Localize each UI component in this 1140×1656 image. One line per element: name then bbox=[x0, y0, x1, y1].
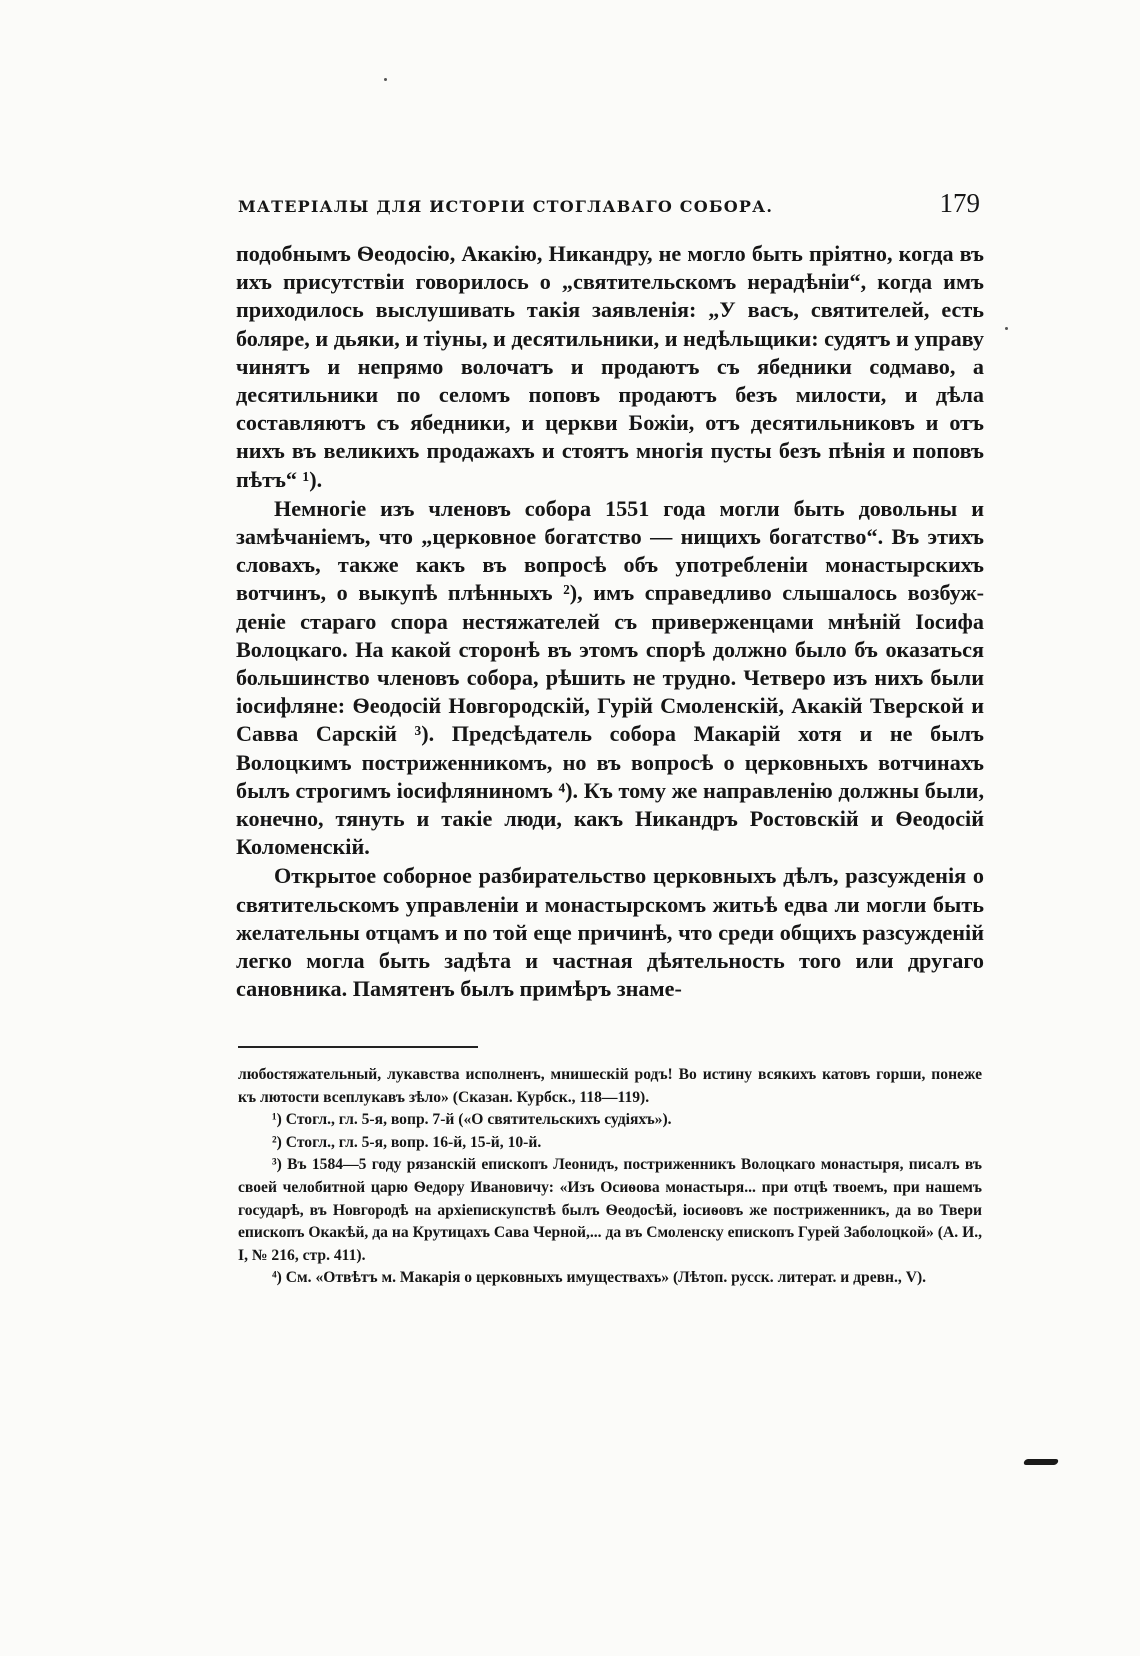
scan-speck bbox=[1005, 327, 1008, 330]
footnotes bbox=[238, 1064, 982, 1290]
paragraph: подобнымъ Ѳеодосію, Акакію, Никандру, не могло быть пріятно, когда въ ихъ присутствіи говорилось о „святительскомъ нерадѣніи“, когда имъ приходилось выслушивать такія заявленія: „У васъ, святителей, есть боляре, и дьяки, и тіуны, и десятильники, и недѣльщики: судятъ и управу чинятъ и непрямо волочатъ и продаютъ съ ябедники содмаво, а десятильники по селомъ поповъ продаютъ безъ милости, и дѣла составляютъ съ ябедники, и церкви Божіи, отъ десятильниковъ и отъ нихъ въ великихъ продажахъ и стоятъ многія пусты безъ пѣнія и поповъ пѣтъ“ ¹). bbox=[236, 241, 984, 492]
running-title: МАТЕРІАЛЫ ДЛЯ ИСТОРІИ СТОГЛАВАГО СОБОРА. bbox=[238, 197, 774, 216]
paragraph: Немногіе изъ членовъ собора 1551 года могли быть довольны и замѣчаніемъ, что „церковное богатство — нищихъ богатство“. Въ этихъ словахъ, также какъ въ вопросѣ объ употребленіи монастырскихъ вотчинъ, о выкупѣ плѣнныхъ ²), имъ справедливо слышалось возбужденіе стараго спора нестяжателей съ приверженцами мнѣній Іосифа Волоцкаго. На какой сторонѣ въ этомъ спорѣ должно было бъ оказаться большинство членовъ собора, рѣшить не трудно. Четверо изъ нихъ были іосифляне: Ѳеодосій Новгородскій, Гурій Смоленскій, Акакій Тверской и Савва Сарскій ³). Предсѣдатель собора Макарій хотя и не былъ Волоцкимъ постриженникомъ, но въ вопросѣ о церковныхъ вотчинахъ былъ строгимъ іосифляниномъ ⁴). Къ тому же направленію должны были, конечно, тянуть и такіе люди, какъ Никандръ Ростовскій и Ѳеодосій Коломенскій. bbox=[236, 495, 984, 860]
footnote-continuation: любостяжательный, лукавства исполненъ, мнишескій родъ! Во истину всякихъ катовъ горши, понеже къ лютости всеплукавъ зѣло» (Сказан. Курбск., 118—119). bbox=[238, 1066, 982, 1106]
footnote-divider bbox=[238, 1046, 478, 1048]
footnote: ³) Въ 1584—5 году рязанскій епископъ Леонидъ, постриженникъ Волоцкаго монастыря, писалъ въ своей челобитной царю Ѳедору Ивановичу: «Изъ Осиѳова монастыря... при отцѣ твоемъ, при нашемъ государѣ, въ Новгородѣ на архіепискупствѣ былъ Ѳеодосѣй, іосиѳовъ же постриженникъ, да во Твери епископъ Окакѣй, да на Крутицахъ Сава Черной,... да въ Смоленску епископъ Гурей Заболоцкой» (А. И., I, № 216, стр. 411). bbox=[238, 1156, 982, 1264]
footnote: ¹) Стогл., гл. 5-я, вопр. 7-й («О святительскихъ судіяхъ»). bbox=[272, 1111, 672, 1129]
page-header bbox=[238, 188, 980, 219]
footnote: ²) Стогл., гл. 5-я, вопр. 16-й, 15-й, 10-й. bbox=[272, 1133, 542, 1151]
paragraph: Открытое соборное разбирательство церковныхъ дѣлъ, разсужденія о святительскомъ управленіи и монастырскомъ житьѣ едва ли могли быть желательны отцамъ и по той еще причинѣ, что среди общихъ разсужденій легко могла быть задѣта и частная дѣятельность того или другаго сановника. Памятенъ былъ примѣръ знаме- bbox=[236, 863, 984, 1002]
footnote: ⁴) См. «Отвѣтъ м. Макарія о церковныхъ имуществахъ» (Лѣтоп. русск. литерат. и древн., V). bbox=[272, 1269, 927, 1287]
scan-artifact-mark bbox=[1023, 1459, 1059, 1465]
scan-speck bbox=[384, 78, 387, 81]
main-text bbox=[236, 240, 984, 1003]
page-number: 179 bbox=[939, 188, 980, 218]
